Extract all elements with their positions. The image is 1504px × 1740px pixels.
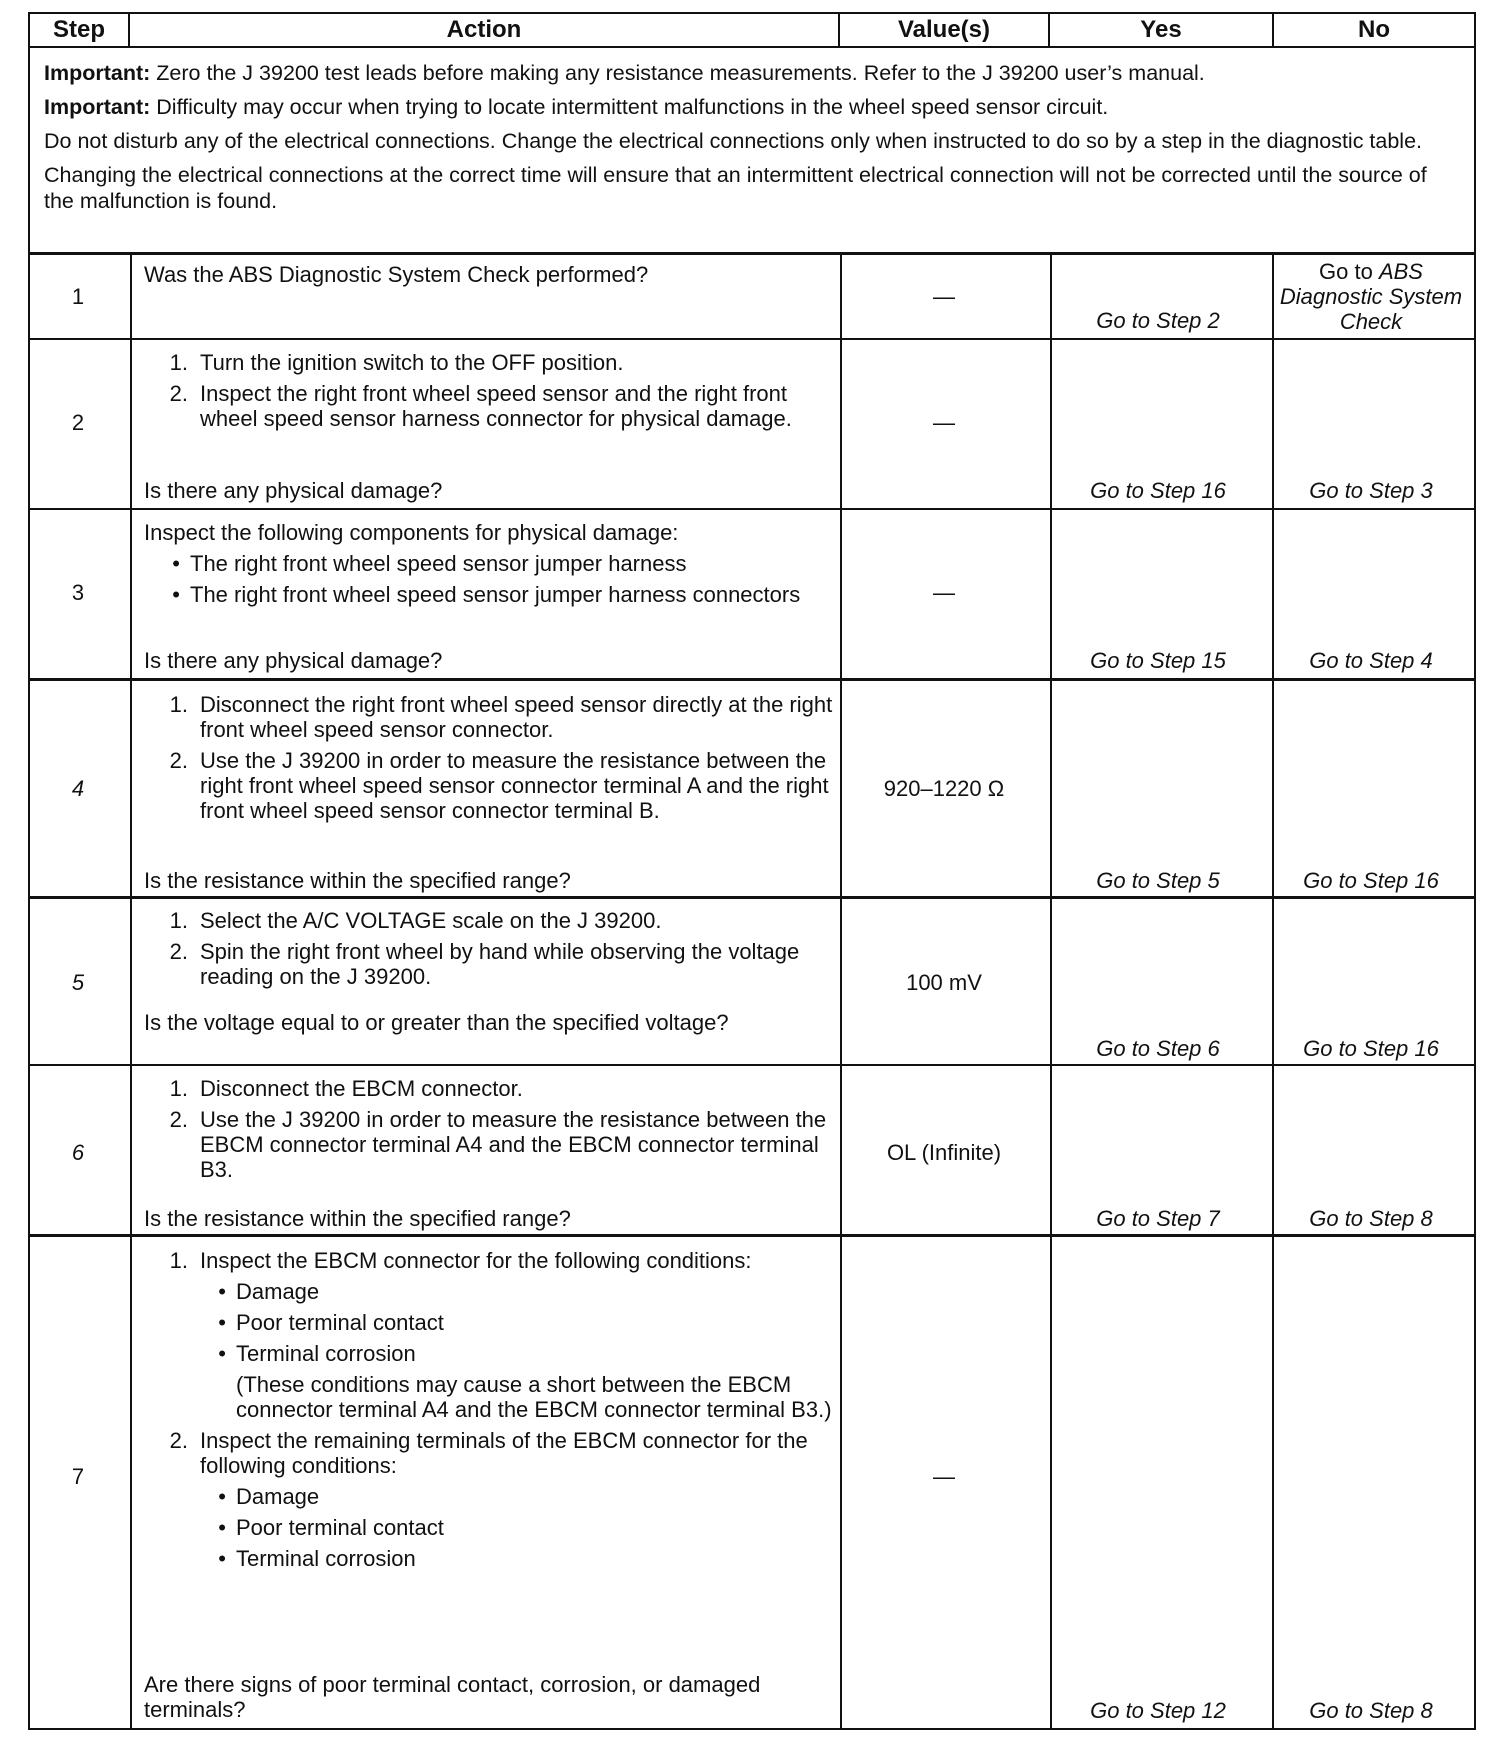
header-yes: Yes <box>1140 16 1182 43</box>
step-7-cond-2c: • Terminal corrosion <box>218 1546 416 1571</box>
step-3-value: — <box>933 580 955 605</box>
step-1-no-prefix: Go to <box>1319 259 1379 284</box>
step-7-cond-2b: • Poor terminal contact <box>218 1515 444 1540</box>
step-7-conditions-1 <box>144 1279 846 1366</box>
step-7-actions <box>144 1248 846 1577</box>
step-7-question: Are there signs of poor terminal contact, corrosion, or damaged terminals? <box>144 1672 761 1722</box>
col-sep-3 <box>1050 253 1052 1730</box>
row-divider-5 <box>28 1064 1476 1066</box>
step-number-7: 7 <box>71 1464 85 1489</box>
step-7-cond-2a: • Damage <box>218 1484 320 1509</box>
step-5-value: 100 mV <box>906 970 982 995</box>
step-3-actions <box>144 520 846 613</box>
step-7-cond-1c: • Terminal corrosion <box>218 1341 416 1366</box>
step-3-intro: Inspect the following components for physical damage: <box>144 520 679 545</box>
step-7-item-1: 1. Inspect the EBCM connector for the following conditions: <box>169 1248 752 1273</box>
note-2-text: Difficulty may occur when trying to locate intermittent malfunctions in the wheel speed sensor circuit. <box>150 95 1109 119</box>
step-7-item-2: 2. Inspect the remaining terminals of the EBCM connector for the following conditions: <box>169 1428 808 1478</box>
step-2-value: — <box>933 410 955 435</box>
step-2-item-2: 2. Inspect the right front wheel speed sensor and the right front wheel speed sensor harness connector for physical damage. <box>169 381 792 431</box>
col-sep-1 <box>130 253 132 1730</box>
step-3-bullet-1: • The right front wheel speed sensor jumper harness <box>172 551 687 576</box>
header-values: Value(s) <box>897 16 991 43</box>
step-4-item-2: 2. Use the J 39200 in order to measure the resistance between the right front wheel speed sensor connector terminal A and the right front wheel speed sensor connector terminal B. <box>169 748 829 823</box>
step-6-item-2: 2. Use the J 39200 in order to measure the resistance between the EBCM connector terminal A4 and the EBCM connector terminal B3. <box>169 1107 827 1182</box>
step-number-3: 3 <box>71 580 85 605</box>
step-5-actions <box>144 908 846 995</box>
step-6-value: OL (Infinite) <box>886 1140 1002 1165</box>
step-6-no: Go to Step 8 <box>1309 1206 1433 1231</box>
step-6-yes: Go to Step 7 <box>1096 1206 1220 1231</box>
row-divider-3 <box>28 678 1476 681</box>
step-5-item-1: 1. Select the A/C VOLTAGE scale on the J 39200. <box>169 908 662 933</box>
table-border-bottom <box>28 1728 1476 1730</box>
step-5-item-2: 2. Spin the right front wheel by hand while observing the voltage reading on the J 39200. <box>169 939 800 989</box>
step-7-cond-1a: • Damage <box>218 1279 320 1304</box>
note-3: Do not disturb any of the electrical connections. Change the electrical connections only when instructed to do so by a step in the diagnostic table. <box>44 129 1423 153</box>
step-number-2: 2 <box>71 410 85 435</box>
step-4-yes: Go to Step 5 <box>1096 868 1220 893</box>
step-2-yes: Go to Step 16 <box>1090 478 1226 503</box>
step-1-no-link: ABS Diagnostic System Check <box>1279 259 1463 334</box>
step-5-yes: Go to Step 6 <box>1096 1036 1220 1061</box>
step-3-yes: Go to Step 15 <box>1090 648 1226 673</box>
header-action: Action <box>446 16 522 43</box>
notes-divider <box>28 252 1476 255</box>
step-6-question: Is the resistance within the specified range? <box>144 1206 571 1231</box>
note-4: Changing the electrical connections at the correct time will ensure that an intermittent electrical connection will not be corrected until the source of the malfunction is found. <box>44 163 1427 213</box>
step-1-yes: Go to Step 2 <box>1096 308 1220 333</box>
step-3-bullet-2: • The right front wheel speed sensor jumper harness connectors <box>172 582 801 607</box>
step-4-question: Is the resistance within the specified range? <box>144 868 571 893</box>
step-3-question: Is there any physical damage? <box>144 648 443 673</box>
step-5-question: Is the voltage equal to or greater than the specified voltage? <box>144 1010 729 1035</box>
important-notes <box>44 60 1454 222</box>
row-divider-6 <box>28 1234 1476 1237</box>
step-number-5: 5 <box>71 970 85 995</box>
row-divider-4 <box>28 896 1476 899</box>
step-3-no: Go to Step 4 <box>1309 648 1433 673</box>
diagnostic-table <box>28 12 1476 1730</box>
step-1-question: Was the ABS Diagnostic System Check performed? <box>144 262 649 287</box>
note-1 <box>44 60 1454 86</box>
col-sep-4 <box>1272 253 1274 1730</box>
step-7-cond-1b: • Poor terminal contact <box>218 1310 444 1335</box>
step-2-actions <box>144 350 846 437</box>
step-2-question: Is there any physical damage? <box>144 478 443 503</box>
step-7-value: — <box>933 1464 955 1489</box>
step-2-item-1: 1. Turn the ignition switch to the OFF position. <box>169 350 624 375</box>
step-4-item-1: 1. Disconnect the right front wheel speed sensor directly at the right front wheel speed sensor connector. <box>169 692 833 742</box>
header-step: Step <box>52 16 105 43</box>
step-7-note: (These conditions may cause a short between the EBCM connector terminal A4 and the EBCM connector terminal B3.) <box>236 1372 832 1422</box>
row-divider-2 <box>28 508 1476 510</box>
step-4-no: Go to Step 16 <box>1303 868 1439 893</box>
step-number-4: 4 <box>71 776 85 801</box>
header-no: No <box>1358 16 1390 43</box>
step-number-6: 6 <box>71 1140 85 1165</box>
row-divider-1 <box>28 338 1476 340</box>
note-1-label: Important: <box>44 61 151 85</box>
step-4-value: 920–1220 Ω <box>883 776 1005 801</box>
step-7-no: Go to Step 8 <box>1309 1698 1433 1723</box>
note-2-label: Important: <box>44 95 151 119</box>
step-1-no <box>1266 259 1476 334</box>
step-7-yes: Go to Step 12 <box>1090 1698 1226 1723</box>
note-2 <box>44 94 1454 120</box>
step-2-no: Go to Step 3 <box>1309 478 1433 503</box>
step-6-actions <box>144 1076 846 1188</box>
step-6-item-1: 1. Disconnect the EBCM connector. <box>169 1076 523 1101</box>
step-7-conditions-2 <box>144 1484 846 1571</box>
note-1-text: Zero the J 39200 test leads before making any resistance measurements. Refer to the J 39200 user’s manual. <box>150 61 1205 85</box>
step-number-1: 1 <box>71 284 85 309</box>
step-4-actions <box>144 692 846 829</box>
step-1-value: — <box>933 284 955 309</box>
step-5-no: Go to Step 16 <box>1303 1036 1439 1061</box>
